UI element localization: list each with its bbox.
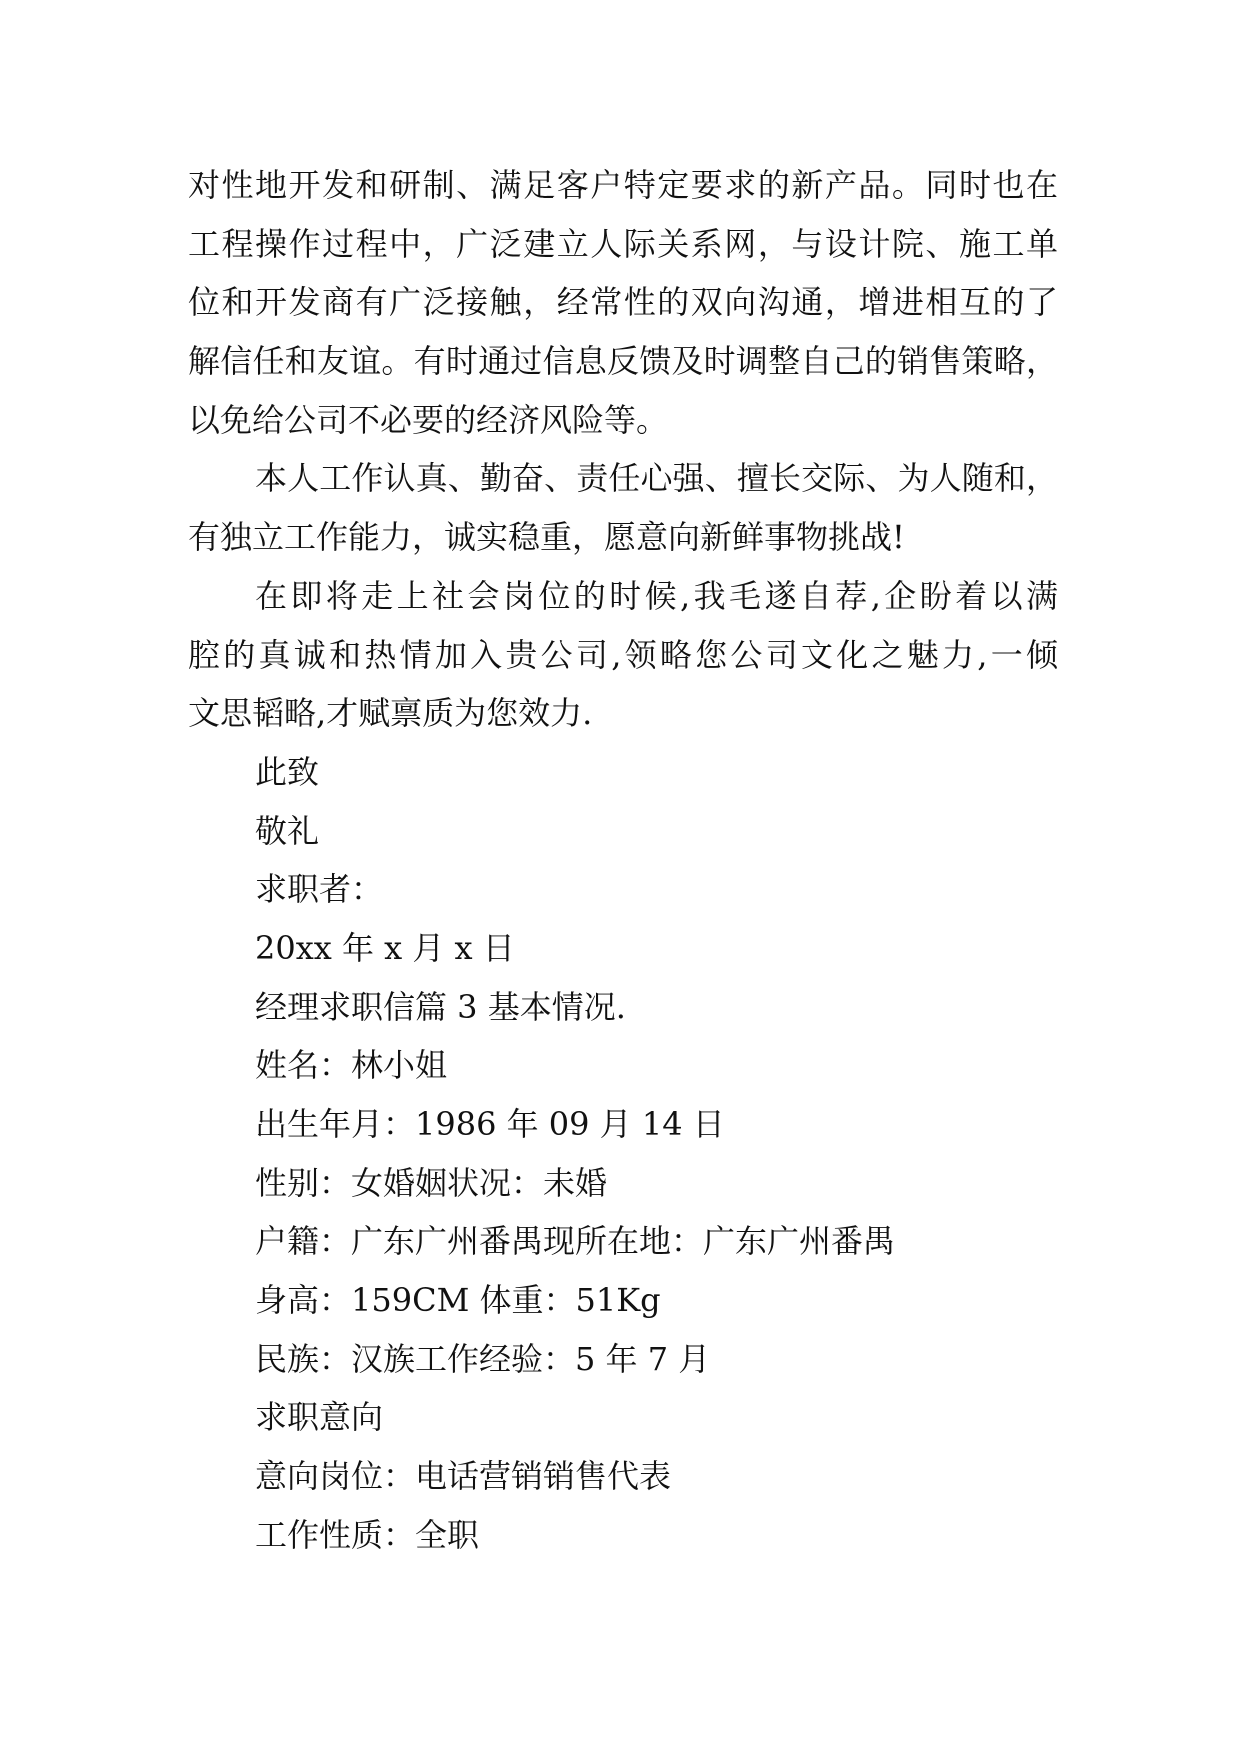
text-line: 以免给公司不必要的经济风险等。 — [188, 400, 669, 439]
text-line: 有独立工作能力，诚实稳重，愿意向新鲜事物挑战! — [188, 518, 905, 557]
resume-desired-position: 意向岗位：电话营销销售代表 — [255, 1457, 672, 1496]
letter-date: 20xx 年 x 月 x 日 — [255, 928, 515, 967]
text-line: 位和开发商有广泛接触，经常性的双向沟通，增进相互的了 — [188, 283, 1058, 322]
closing-regards: 敬礼 — [255, 811, 320, 850]
resume-birthdate: 出生年月：1986 年 09 月 14 日 — [255, 1105, 725, 1143]
text-line: 文思韬略,才赋禀质为您效力. — [188, 694, 593, 733]
applicant-signature: 求职者： — [255, 870, 384, 909]
resume-residence: 户籍：广东广州番禺现所在地：广东广州番禺 — [255, 1222, 896, 1261]
resume-name: 姓名：林小姐 — [255, 1046, 448, 1085]
text-line: 对性地开发和研制、满足客户特定要求的新产品。同时也在 — [188, 166, 1058, 204]
resume-heading: 经理求职信篇 3 基本情况. — [255, 987, 626, 1026]
text-line: 在即将走上社会岗位的时候,我毛遂自荐,企盼着以满 — [255, 576, 1058, 615]
text-line: 解信任和友谊。有时通过信息反馈及时调整自己的销售策略， — [188, 342, 1058, 381]
resume-job-type: 工作性质：全职 — [255, 1515, 480, 1554]
letter-body — [188, 156, 1058, 1565]
resume-height-weight: 身高：159CM 体重：51Kg — [255, 1281, 661, 1320]
text-line: 腔的真诚和热情加入贵公司,领略您公司文化之魅力,一倾 — [188, 635, 1058, 674]
resume-job-intention-heading: 求职意向 — [255, 1398, 384, 1437]
closing-salutation: 此致 — [255, 752, 320, 791]
text-line: 本人工作认真、勤奋、责任心强、擅长交际、为人随和， — [255, 459, 1058, 498]
text-line: 工程操作过程中，广泛建立人际关系网，与设计院、施工单 — [188, 224, 1058, 263]
resume-gender-marital: 性别：女婚姻状况：未婚 — [255, 1163, 608, 1202]
resume-ethnicity-experience: 民族：汉族工作经验：5 年 7 月 — [255, 1339, 711, 1378]
